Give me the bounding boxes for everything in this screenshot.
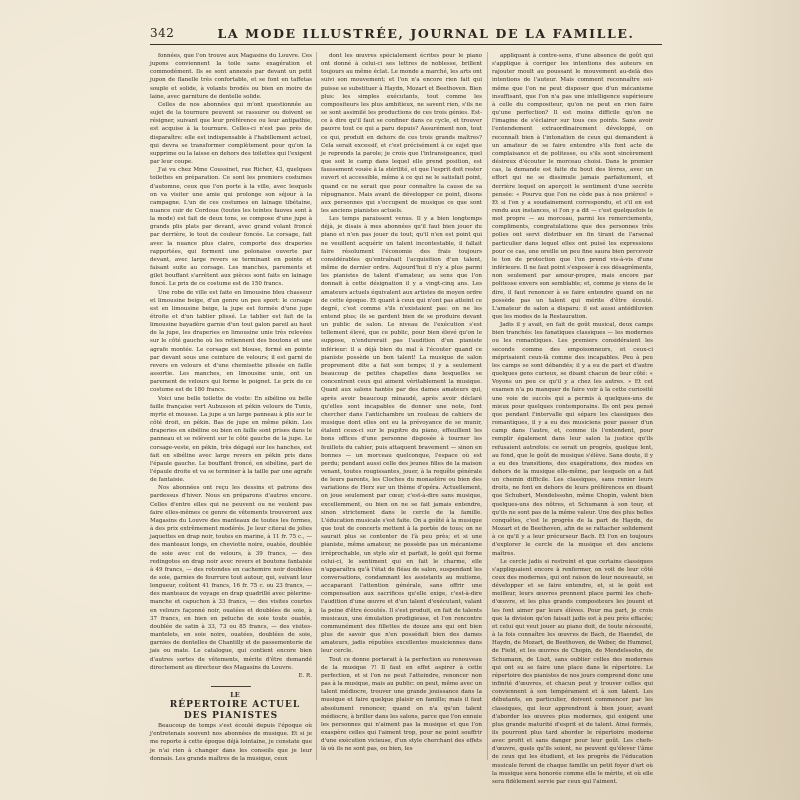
column-1-paragraph-4: Une robe de ville est faite en limousine bleu chasseur et limousine beige, d'un genre un peu sport: le corsage est en limousine beige, la jupe est formée d'une jupe étroite et d'un tablier plissé. Le tablier est fait de la limousine bayadère garnie d'un tout galon pareil au haut de la jupe, les draperies en limousine unie très relevées sur le côté gauche où les retiennent des boutons et une agrafe montée. Le corsage est blouse, formé en pointe par devant sous une ceinture de velours; il est garni de revers en velours et d'une chemisette plissée en faille assortie. Les manches, en limousine unie, ont un parement de velours qui forme le poignet. Le prix de ce costume est de 180 francs. xyxy=(150,289,312,394)
article-signature: E. R. xyxy=(298,672,312,679)
column-1-paragraph-1: fonnées, que l'on trouve aux Magasins du Louvre. Ces jupons conviennent la toile sans exagération et commodément. Ils se sont annexés par devant un petit jupon de flanelle très confortable, et se font en taffetas souple et solide, à volants brodés ou bien en moire de laine, avec garniture de dentelle solide. xyxy=(150,53,312,100)
column-1-paragraph-6: Nos abonnées ont reçu les dessins et patrons des pardessus d'hiver. Nous en préparons d'autres encore. Celles d'entre elles qui ne peuvent ou ne veulent pas faire elles-mêmes ce genre de vêtements trouveront aux Magasins du Louvre des manteaux de toutes les formes, à des prix extrêmement modérés. Je leur citerai de jolies jaquettes en drap noir, toutes en marine, à 11 fr. 75 c., — des manteaux longs, en cheviotte noire, ouatée, doublée de soie avec col de velours, à 39 francs, — des redingotes en drap noir avec revers et boutons fantaisie à 49 francs, — des rotondes en cachemire noir doublées de soie, garnies de fourrure tout autour, qui, suivant leur longueur, coûtent 41 francs, 16 fr. 75 c. ou 23 francs, — des manteaux de voyage en drap quadrillé avec pèlerine-manche et capuchon à 33 francs, — des visites courtes en velours façonné noir, ouatées et doublées de soie, à 37 francs, en bien en peluche de soie toute ouatée, doublée de satin à 33, 73 ou 85 francs, — des visites-mantelets, en soie noire, ouatées, doublées de soie, garnies de dentelles de Chantilly et de passementerie de jais ou mate. Le catalogue, qui contient encore bien d'autres sortes de vêtements, mérite d'être demandé directement au directeur des Magasins du Louvre. xyxy=(150,485,312,671)
article-separator xyxy=(211,686,251,687)
column-divider-1 xyxy=(316,52,317,760)
column-1 xyxy=(150,52,312,760)
page-header xyxy=(150,26,662,45)
article-title: RÉPERTOIRE ACTUEL DES PIANISTES xyxy=(169,700,301,722)
article-paragraph-1: Beaucoup de temps s'est écoulé depuis l'époque où j'entretenais souvent nos abonnées de musique. Et si je me reporte à cette époque déjà lointaine, je constate que je n'ai rien à changer dans les conseils que je leur donnais. Les grands maîtres de la musique, ceux xyxy=(150,723,312,762)
paper-aging-shade xyxy=(670,0,800,800)
column-2 xyxy=(321,52,482,760)
article-kicker: LE xyxy=(230,691,240,700)
column-1-paragraph-5: Voici une belle toilette de visite: En sibéline ou belle faille française vert Aubusson et pékin velours de Tunis, myrte et mousse. La jupe a un large panneau à plis sur le côté droit, en pékin. Bas de jupe en même pékin. Les draperies en sibéline ou bien en faille sont prises dans le panneau et se relèvent sur le côté gauche de la jupe. Le corsage-veste, en pékin, très dégagé sur les hanches, est fait en sibéline avec large revers en pékin pris dans l'épaule gauche. Le bouffant froncé, en sibéline, part de l'épaule droite et va se terminer à la taille par une agrafe de fantaisie. xyxy=(150,395,312,484)
column-3-paragraph-1: appliquant à contre-sens, d'une absence de goût qui s'applique à corriger les intentions des auteurs en rajouter moult au poussant le mouvement au-delà des intentions de l'auteur. Mais comment reconnaître soi-même que l'on ne peut disposer que d'un mécanisme insuffisant, que l'on n'a pas une intelligence supérieure à celle du compositeur, qu'on ne peut en rien faire qu'une perfection? Il est moins difficile qu'on ne l'imagine de s'éclairer sur tous ces points. Sans avoir l'entendement extraordinairement développé, on reconnaît bien à l'intonation de ceux qui demandent à un amateur de se faire entendre s'ils font acte de complaisance et de politesse, ou s'ils sont sincèrement désireux d'écouter le morceau choisi. Dans le premier cas, la demande est faite du bout des lèvres, avec un effort qui ne se dissimule jamais parfaitement, et derrière lequel on aperçoit le sentiment d'une secrète pensée: « Pourvu que l'on ne cède pas à nos prières! » Et si l'on y a soudainement correspondu, et s'il en est rendu aux instances, si l'on y a dit — c'est quelquefois le mot propre — au morceau, parmi les remerciements, compliments, congratulations que des personnes très polies ont servi distribuer en fin tirant de l'arsenal particulier dans lequel elles ont puisé les expressions pour ce cas, une oreille un peu fine saura bien percevoir le ton de protection que l'on prend vis-à-vis d'une inférieure. Il ne faut point s'exposer à ces désagréments, non seulement par amour-propre, mais encore par politesse envers son semblable; et, comme je viens de le dire, il faut renoncer à se faire entendre quand on ne possède pas un talent qui mérite d'être écouté. L'amateur de salon a disparu: il est aussi antédiluvien que les modes de la Restauration. xyxy=(492,53,653,320)
column-2-paragraph-1: dont les œuvres spécialement écrites pour le piano ont donné à celui-ci ses lettres de noblesse, brillent toujours au même éclat. Le monde a marché, les arts ont suivi son mouvement; et l'on n'a encore rien fait qui puisse se substituer à Haydn, Mozart et Beethoven. Bien plus: les simples exécutants, tout comme les compositeurs les plus ambitieux, ne savent rien, s'ils ne se sont assimilé les productions de ces trois génies. Est-ce à dire qu'il faut se confiner dans ce cycle, et trouver pauvre tout ce qui a paru depuis? Assurément non, tout ce qui, produit en dehors de ces trois grands maîtres? Cela serait excessif, et c'est précisément à ce sujet que je reprends la parole; je crois que l'intransigeance, quel que soit le camp dans lequel elle prend position, est faussement vouée à la stérilité, et que l'esprit doit rester ouvert et accessible, même à ce qui ne le satisfait point, quand ce ne serait que pour connaître la cause de sa répugnance. Mais avant de développer ce point, disons aux personnes qui s'occupent de musique ce que sont les anciens pianistes actuels. xyxy=(321,53,482,214)
running-title: LA MODE ILLUSTRÉE, JOURNAL DE LA FAMILLE. xyxy=(217,26,635,41)
column-divider-2 xyxy=(487,52,488,760)
column-1-paragraph-3: J'ai vu chez Mme Coussinet, rue Richer, 43, quelques toilettes en préparation. Ce sont les premiers costumes d'automne, ceux que l'on porte à la ville, avec lesquels on va visiter une amie qui prolonge son séjour à la campagne. L'un de ces costumes en lainage tibétaine, nuance cuir de Cordoue (toutes les teintes fauves sont à la mode) est fait de deux tons, se compose d'une jupe à grands plis plats par devant, avec grand volant froncé par derrière, le tout de couleur foncée. Le corsage, fait avec la nuance plus claire, comporte des draperies rapportées, qui forment une polonaise ouverte par devant, avec large revers se terminant en pointe et faisant suite au corsage. Les manches, parements et gilet bouffant s'arrêtent aux pièces sont faits en lainage foncé. Le prix de ce costume est de 150 francs. xyxy=(150,167,312,288)
column-2-paragraph-3: Tout ce donne porterait à la perfection au renouveau de la musique ?! Il faut en effet aspirer à cette perfection, et si l'on ne peut l'atteindre, renoncer non pas à la musique, mais au public: on peut, même avec un talent médiocre, trouver une grande jouissance dans la musique et faire quelque plaisir en famille; mais il faut absolument renoncer, quand on n'a qu'un talent médiocre, à briller dans les salons, parce que l'on ennuie les personnes qui n'aiment pas la musique et que l'on exaspère celles qui l'aiment trop, pour ne point souffrir d'une exécution vicieuse, d'un style cherchant des effets là où ils ne sont pas, ou bien, les xyxy=(321,656,482,753)
column-1-paragraph-2: Celles de nos abonnées qui m'ont questionnée au sujet de la tournure peuvent se rassurer ou doivent se résigner, suivant que leur préférence ou leur antipathie, est acquise à la tournure. Celles-ci n'est pas près de disparaître: elle est indispensable à l'habillement actuel, qui devra se transformer complètement pour qu'on la supprime ou la laisse en dehors des toilettes qui l'exigent par leur coupe. xyxy=(150,101,312,166)
page-number: 342 xyxy=(150,26,175,40)
column-2-paragraph-2: Les temps paraissent venus. Il y a bien longtemps déjà, je disais à mes abonnées qu'il faut bien jouer du piano et n'en pas jouer du tout; qu'il n'en est point qui ne veuillent acquérir un talent incontestable, il fallait faire résolument l'économie des frais toujours considérables qu'entraînait l'acquisition d'un talent, même de dernier ordre. Aujourd'hui il n'y a plus parmi les pianistes de talent d'amateur, au sens que l'on donnait à cette désignation il y a vingt-cinq ans. Les amateurs actuels équivalent aux artistes de moyen ordre de cette époque. Et quant à ceux qui n'ont pas atteint ce degré, c'est comme s'ils n'existaient pas: on ne les entend plus; ils se gardent bien de se produire devant un public de salon. Le niveau de l'exécution s'est tellement élevé, que ce public, pour bien élevé qu'on le suppose, n'endurerait pas l'audition d'un pianiste inférieur: il a déjà bien du mal à l'écouter quand ce pianiste possède un bon talent! La musique de salon proprement dite a fait son temps; il y a seulement beaucoup de petites chapelles dans lesquelles se concentrent ceux qui aiment véritablement la musique. Quant aux salons hantés par des dames amateurs qui, après avoir beaucoup minaudé, après avoir déclaré qu'elles sont incapables de donner une note, font chercher dans l'antichambre un rouleau de cahiers de musique dont elles ont eu la prévoyance de se munir, étalent ceux-ci sur le pupitre du piano, effeuillent les bons offices d'une personne disposée à tourner les feuillets du cahier, puis attaquent bravement — sinon en bonnes — un morceau quelconque, l'espace où est perdu; pendant aussi celle des jeunes filles de la maison venant, toutes rougissantes, jouer, à la requête générale de leurs parents, les Cloches du monastère ou bien des variations de Herz sur un thème d'opéra. Actuellement, on joue seulement par cœur, c'est-à-dire sans musique, excellemment, ou bien on ne se fait jamais entendre, sinon strictement dans le cercle de la famille. L'éducation musicale s'est faite. On a goûté à la musique que tout de concerts mettent à la portée de tous; on ne saurait plus se contenter de l'à peu près; et si une pianiste, même amateur, ne possède pas un mécanisme irréprochable, un style sûr et parfait, le goût qui forme celui-ci, le sentiment qui en fait le charme, elle n'apparaîtra qu'à l'état de fléau de salon, suspendant les conversations, condamnant les assistants au mutisme, accaparant l'attention générale, sans offrir une compensation aux sacrifices qu'elle exige, c'est-à-dire l'audition d'une œuvre et d'un talent d'exécutant, valant la peine d'être écoutés. Il s'est produit, en fait de talents musicaux, une émulation prodigieuse, et l'on rencontre communément des fillettes de douze ans qui ont bien plus de savoir que n'en possédait bien des dames amateurs, jadis réputées excellentes musiciennes dans leur cercle. xyxy=(321,216,482,655)
column-3-paragraph-3: Le cercle jadis si restreint et que certains classiques s'appliquaient encore à renfermer, on voit de leur côté ceux des modernes, qui ont raison de leur nouveauté, se développer et se faire entendre, et, si le goût est meilleur, leurs œuvres prennent place parmi les chefs-d'œuvre, et les plus grands compositeurs les jouent et les font aimer par leurs élèves. Pour ma part, je crois que la division qu'on faisait jadis est à peu près effacée; et celui qui veut jouer au piano doit, de toute nécessité, à la fois connaître les œuvres de Bach, de Haendel, de Haydn, de Mozart, de Beethoven, de Weber, de Hummel, de Field, et les œuvres de Chopin, de Mendelssohn, de Schumann, de Liszt, sans oublier celles des modernes qui ont su se faire une place dans le répertoire. Le répertoire des pianistes de nos jours comprend donc une infinité d'œuvres, et chacun peut y trouver celles qui conviennent à son tempérament et à son talent. Les débutants, en particulier, doivent commencer par les classiques, qui leur apprendront à bien jouer, avant d'aborder les œuvres plus modernes, qui exigent une plus grande maturité d'esprit et de talent. Ainsi formés, ils pourront plus tard aborder le répertoire moderne avec profit et sans danger pour leur goût. Les chefs-d'œuvre, quels qu'ils soient, ne peuvent qu'élever l'âme de ceux qui les étudient, et les progrès de l'éducation musicale feront de chaque famille un petit foyer d'art où la musique sera honorée comme elle le mérite, et où elle sera fidèlement servie par ceux qui l'aiment. xyxy=(492,558,653,785)
column-3-paragraph-2: Jadis il y avait, en fait de goût musical, deux camps bien tranchés: les fanatiques classiques — les modernes ou les romantiques. Les premiers considéraient les seconds comme des empoisonneurs, et ceux-ci méprisaient ceux-là comme des incapables. Peu à peu les camps se sont débandés; il y a eu de part et d'autre quelques gens curieux, se disant chacun de leur côté: « Voyons un peu ce qu'il y a chez les autres. » Et cet examen n'a pu manquer de faire voir à la cette curiosité une voie de succès qui a permis à quelques-uns de mieux pour quelques contemporains. Ils ont peu pensé que pendant l'intervalle qui sépare les classiques des romantiques, il y a eu des musiciens pour passer d'un camp dans l'autre, et, comme ils l'entendent, pour remplir également dans leur salon la justice qu'ils refusaient autrefois: ce serait un progrès, quelque lent, au fond, que le goût de musique s'élève. Sans doute, il y a eu des transitions, des exagérations, des modes en dehors de la musique elle-même, par lesquels on a fait un chemin difficile. Les classiques, sans renier leurs droits, ne font en dehors de leurs préférences en disant que Schubert, Mendelssohn, même Chopin, valent bien quelques-uns des nôtres, et Schumann à son tour, et qu'ils ne sont pas de la même valeur. Une des plus belles conquêtes, c'est le progrès de la part de Haydn, de Mozart et de Beethoven, afin de se rattacher solidement à ce qu'il y a leur précurseur Bach. Et l'on en toujours d'explorer le cercle de la musique et des anciens maîtres. xyxy=(492,322,653,557)
column-3 xyxy=(492,52,653,785)
